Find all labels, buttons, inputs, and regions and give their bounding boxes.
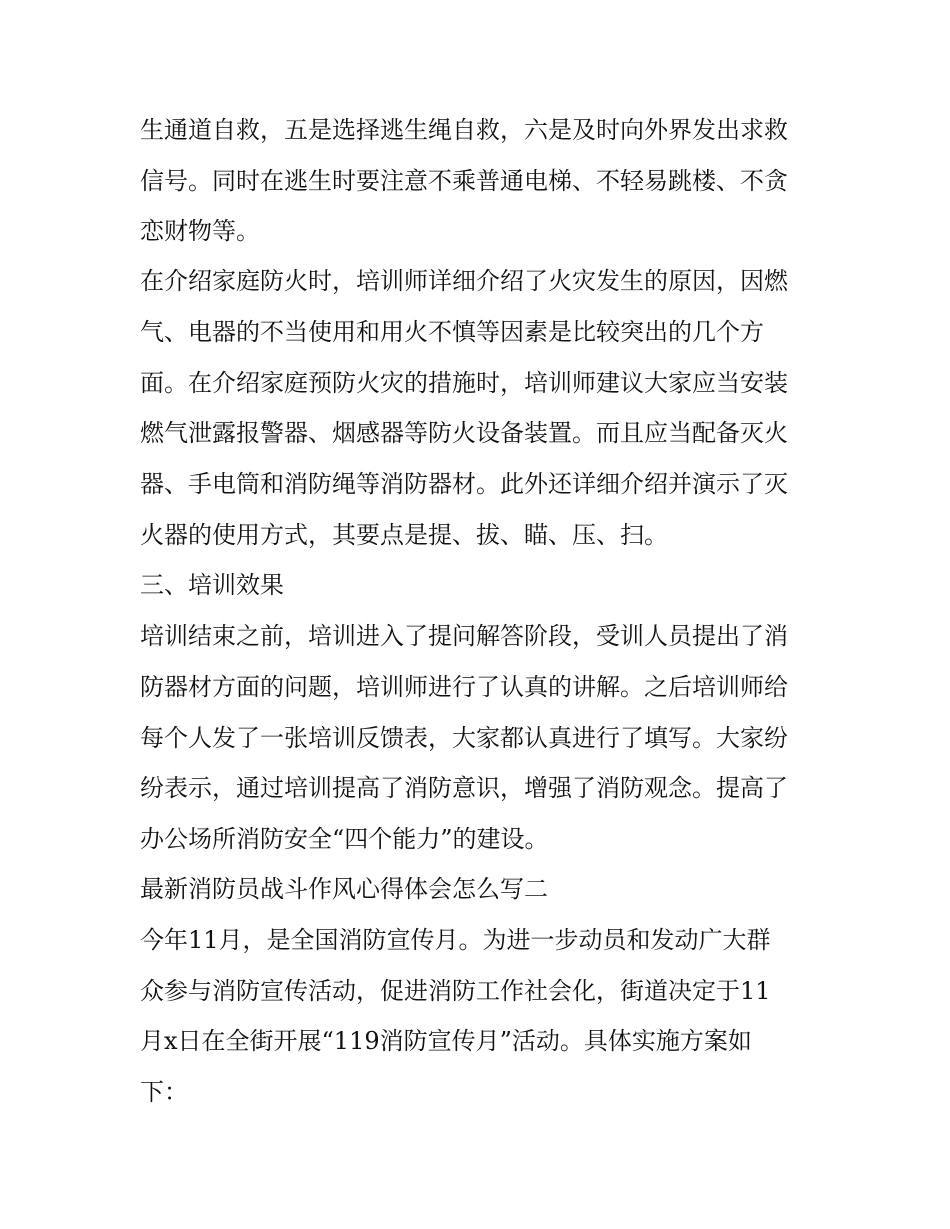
text-line: 每个人发了一张培训反馈表，大家都认真进行了填写。大家纷 [140, 724, 788, 752]
article-title: 最新消防员战斗作风心得体会怎么写二 [140, 875, 548, 903]
text-line: 防器材方面的问题，培训师进行了认真的讲解。之后培训师给 [140, 673, 788, 701]
text-line: 器、手电筒和消防绳等消防器材。此外还详细介绍并演示了灭 [140, 470, 788, 498]
text-line: 火器的使用方式，其要点是提、拔、瞄、压、扫。 [140, 521, 668, 549]
text-line: 信号。同时在逃生时要注意不乘普通电梯、不轻易跳楼、不贪 [140, 167, 788, 195]
text-line: 纷表示，通过培训提高了消防意识，增强了消防观念。提高了 [140, 774, 788, 802]
text-line: 今年11月，是全国消防宣传月。为进一步动员和发动广大群 [140, 926, 771, 954]
text-line: 燃气泄露报警器、烟感器等防火设备装置。而且应当配备灭火 [140, 419, 788, 447]
text-line: 办公场所消防安全“四个能力”的建设。 [140, 825, 549, 853]
text-line: 在介绍家庭防火时，培训师详细介绍了火灾发生的原因，因燃 [140, 267, 788, 295]
text-line: 月x日在全街开展“119消防宣传月”活动。具体实施方案如 [140, 1027, 752, 1055]
text-line: 恋财物等。 [140, 217, 260, 245]
section-heading: 三、培训效果 [140, 571, 284, 599]
text-line: 气、电器的不当使用和用火不慎等因素是比较突出的几个方 [140, 318, 764, 346]
text-line: 培训结束之前，培训进入了提问解答阶段，受训人员提出了消 [140, 622, 788, 650]
text-line: 众参与消防宣传活动，促进消防工作社会化，街道决定于11 [140, 977, 771, 1005]
text-line: 生通道自救，五是选择逃生绳自救，六是及时向外界发出求救 [140, 116, 788, 144]
text-line: 面。在介绍家庭预防火灾的措施时，培训师建议大家应当安装 [140, 369, 788, 397]
text-line: 下： [140, 1078, 188, 1106]
